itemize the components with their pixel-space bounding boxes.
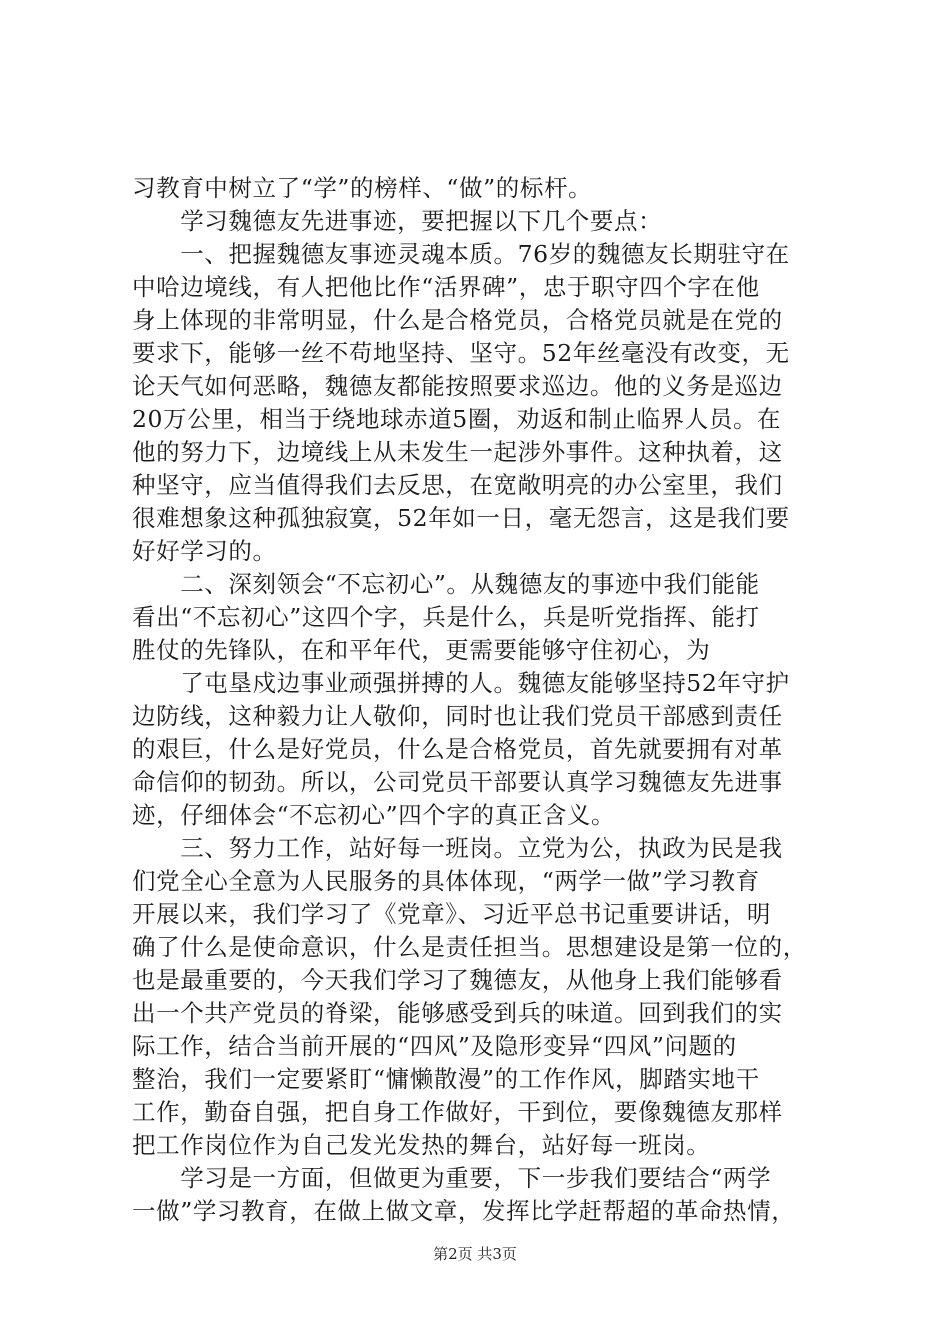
body-line: 整治，我们一定要紧盯“慵懒散漫”的工作作风，脚踏实地干 bbox=[132, 1065, 760, 1093]
body-line: 学习魏德友先进事迹，要把握以下几个要点： bbox=[132, 207, 663, 235]
body-line: 中哈边境线，有人把他比作“活界碑”，忠于职守四个字在他 bbox=[132, 273, 760, 301]
body-line: 把工作岗位作为自己发光发热的舞台，站好每一班岗。 bbox=[132, 1131, 711, 1159]
body-line: 胜仗的先锋队，在和平年代，更需要能够守住初心，为 bbox=[132, 636, 711, 664]
body-line: 二、深刻领会“不忘初心”。从魏德友的事迹中我们能能 bbox=[132, 570, 760, 598]
body-line: 出一个共产党员的脊梁，能够感受到兵的味道。回到我们的实 bbox=[132, 999, 783, 1027]
body-line: 确了什么是使命意识，什么是责任担当。思想建设是第一位的， bbox=[132, 933, 807, 961]
page-number: 第2页 共3页 bbox=[433, 1245, 517, 1263]
body-line: 们党全心全意为人民服务的具体体现，“两学一做”学习教育 bbox=[132, 867, 760, 895]
body-line: 一、把握魏德友事迹灵魂本质。76岁的魏德友长期驻守在 bbox=[132, 240, 790, 268]
body-line: 看出“不忘初心”这四个字，兵是什么，兵是听党指挥、能打 bbox=[132, 603, 760, 631]
body-line: 了屯垦戍边事业顽强拼搏的人。魏德友能够坚持52年守护 bbox=[132, 669, 790, 697]
body-line: 工作，勤奋自强，把自身工作做好，干到位，要像魏德友那样 bbox=[132, 1098, 783, 1126]
body-line: 边防线，这种毅力让人敬仰，同时也让我们党员干部感到责任 bbox=[132, 702, 783, 730]
body-line: 论天气如何恶略，魏德友都能按照要求巡边。他的义务是巡边 bbox=[132, 372, 783, 400]
body-line: 开展以来，我们学习了《党章》、习近平总书记重要讲话，明 bbox=[132, 900, 771, 928]
body-line: 种坚守，应当值得我们去反思，在宽敞明亮的办公室里，我们 bbox=[132, 471, 783, 499]
body-line: 命信仰的韧劲。所以，公司党员干部要认真学习魏德友先进事 bbox=[132, 768, 783, 796]
body-line: 三、努力工作，站好每一班岗。立党为公，执政为民是我 bbox=[132, 834, 783, 862]
body-line: 身上体现的非常明显，什么是合格党员，合格党员就是在党的 bbox=[132, 306, 783, 334]
body-line: 际工作，结合当前开展的“四风”及隐形变异“四风”问题的 bbox=[132, 1032, 737, 1060]
body-line: 很难想象这种孤独寂寞，52年如一日，毫无怨言，这是我们要 bbox=[132, 504, 790, 532]
body-line: 20万公里，相当于绕地球赤道5圈，劝返和制止临界人员。在 bbox=[132, 405, 782, 433]
body-line: 也是最重要的，今天我们学习了魏德友，从他身上我们能够看 bbox=[132, 966, 783, 994]
body-line: 学习是一方面，但做更为重要，下一步我们要结合“两学 bbox=[132, 1164, 772, 1192]
body-line: 迹，仔细体会“不忘初心”四个字的真正含义。 bbox=[132, 801, 616, 829]
body-line: 一做”学习教育，在做上做文章，发挥比学赶帮超的革命热情， bbox=[132, 1197, 796, 1225]
body-line: 习教育中树立了“学”的榜样、“做”的标杆。 bbox=[132, 174, 593, 202]
body-line: 要求下，能够一丝不苟地坚持、坚守。52年丝毫没有改变，无 bbox=[132, 339, 790, 367]
body-line: 他的努力下，边境线上从未发生一起涉外事件。这种执着，这 bbox=[132, 438, 783, 466]
body-line: 的艰巨，什么是好党员，什么是合格党员，首先就要拥有对革 bbox=[132, 735, 783, 763]
body-line: 好好学习的。 bbox=[132, 537, 277, 565]
